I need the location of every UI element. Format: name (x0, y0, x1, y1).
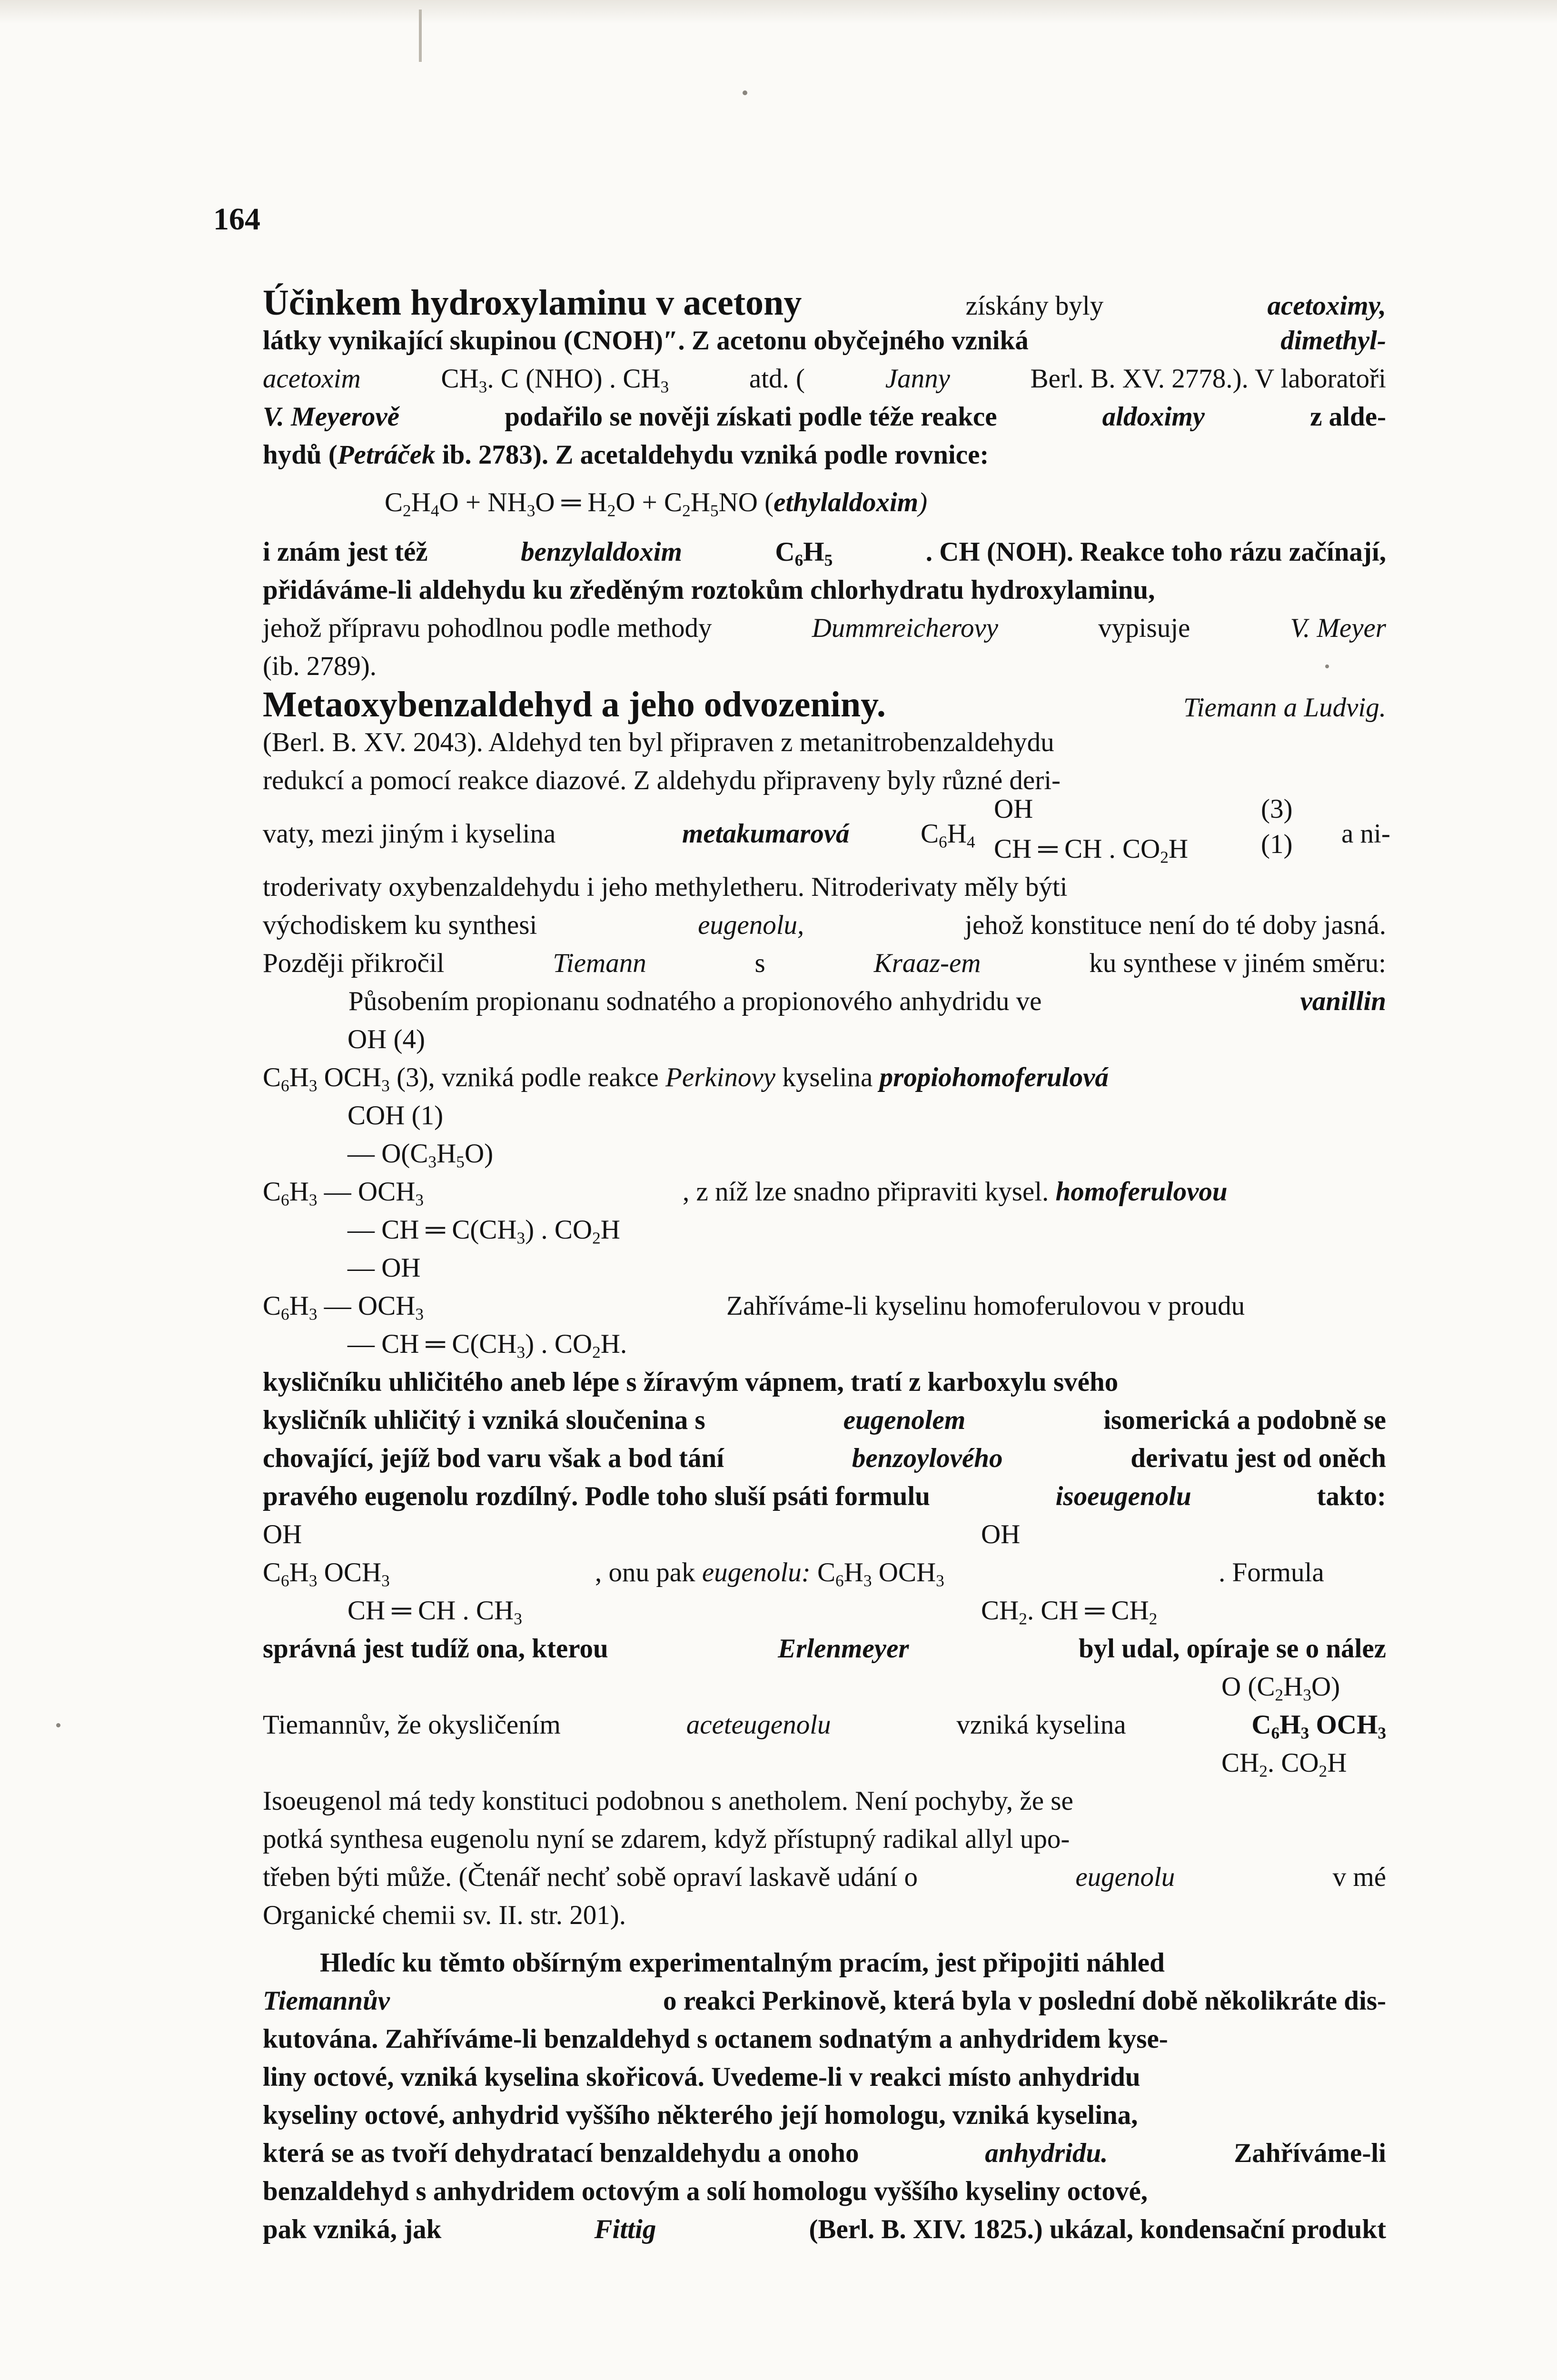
formula-row: CH ═ CH . $CH_3$ (347, 1596, 522, 1628)
formula-row: OH (981, 1519, 1021, 1549)
formula-row: $CH_2$. $CO_2H$ (1221, 1748, 1347, 1781)
formula-row: OH (263, 1519, 302, 1549)
text-line: kutována. Zahříváme-li benzaldehyd s octanem sodnatým a anhydridem kyse- (263, 2024, 1168, 2054)
scan-speck (56, 1723, 60, 1727)
text-line: kysličníku uhličitého aneb lépe s žíravým vápnem, tratí z karboxylu svého (263, 1367, 1119, 1397)
formula-row: OH (4) (347, 1024, 426, 1054)
text-line: potká synthesa eugenolu nyní se zdarem, když přístupný radikal allyl upo- (263, 1824, 1070, 1854)
formula-fragment: (3) (1261, 794, 1293, 824)
text-line: pak vzniká, jak Fittig (Berl. B. XIV. 1825.) ukázal, kondensační produkt (263, 2214, 1386, 2244)
formula-row: $CH_2$. CH ═ $CH_2$ (981, 1596, 1158, 1628)
text-line: Hledíc ku těmto obšírným experimentalným pracím, jest připojiti náhled (320, 1948, 1165, 1978)
text-line: Působením propionanu sodnatého a propionového anhydridu ve vanillin (348, 986, 1386, 1016)
text-line: liny octové, vzniká kyselina skořicová. Uvedeme-li v reakci místo anhydridu (263, 2062, 1140, 2092)
text-line: správná jest tudíž ona, kterou Erlenmeyer byl udal, opíraje se o nález (263, 1634, 1386, 1664)
text-line: kyseliny octové, anhydrid vyššího některého její homologu, vzniká kyselina, (263, 2100, 1138, 2130)
equation-line: $C_2H_4O + NH_3O$ ═ $H_2O + C_2H_5NO$ (ethylaldoxim) (385, 487, 928, 520)
text-line: látky vynikající skupinou (CNOH)″. Z acetonu obyčejného vzniká dimethyl- (263, 326, 1386, 356)
formula-fragment: $C_6H_4$ (921, 819, 975, 852)
text-line: Organické chemii sv. II. str. 201). (263, 1900, 626, 1930)
text-line: i znám jest též benzylaldoxim $C_6H_5$ . CH (NOH). Reakce toho rázu začínají, (263, 537, 1386, 570)
formula-fragment: OH (994, 794, 1033, 824)
text-line: chovající, jejíž bod varu však a bod tání benzoylového derivatu jest od oněch (263, 1443, 1386, 1473)
formula-row: $C_6H_3$ $OCH_3$ (3), vzniká podle reakce Perkinovy kyselina propiohomoferulová (263, 1062, 1109, 1095)
text-line: redukcí a pomocí reakce diazové. Z aldehydu připraveny byly různé deri- (263, 765, 1061, 795)
text-line: a ni- (1341, 819, 1390, 849)
formula-row: — OH (347, 1253, 421, 1283)
text-line: pravého eugenolu rozdílný. Podle toho sluší psáti formulu isoeugenolu takto: (263, 1481, 1386, 1511)
formula-row: — CH ═ $C(CH_3)$ . $CO_2H$. (347, 1329, 627, 1362)
formula-row: $C_6H_3$ — $OCH_3$ (263, 1291, 424, 1324)
text-line: Účinkem hydroxylaminu v acetony získány byly acetoximy, (263, 283, 1386, 323)
text-line: Tiemannův o reakci Perkinově, která byla v poslední době několikráte dis- (263, 1986, 1386, 2016)
scan-speck (743, 90, 747, 95)
text-line: vaty, mezi jiným i kyselina (263, 819, 556, 849)
formula-row: Zahříváme-li kyselinu homoferulovou v proudu (726, 1291, 1245, 1321)
formula-row: — $O(C_3H_5O)$ (347, 1139, 494, 1171)
text-line: V. Meyerově podařilo se nověji získati podle téže reakce aldoximy z alde- (263, 402, 1386, 432)
page-number: 164 (213, 202, 260, 237)
text-line: Isoeugenol má tedy konstituci podobnou s anetholem. Není pochyby, že se (263, 1786, 1073, 1816)
formula-row: — CH ═ $C(CH_3)$ . $CO_2H$ (347, 1215, 620, 1248)
formula-row: O $(C_2H_3O)$ (1221, 1672, 1340, 1705)
text-line: (Berl. B. XV. 2043). Aldehyd ten byl připraven z metanitrobenzaldehydu (263, 727, 1054, 757)
text-line: východiskem ku synthesi eugenolu, jehož konstituce není do té doby jasná. (263, 910, 1386, 940)
formula-row: . Formula (1219, 1557, 1324, 1587)
text-line: která se as tvoří dehydratací benzaldehydu a onoho anhydridu. Zahříváme-li (263, 2138, 1386, 2168)
section-heading: Metaoxybenzaldehyd a jeho odvozeniny. (263, 684, 886, 724)
text-line: troderivaty oxybenzaldehydu i jeho methyletheru. Nitroderivaty měly býti (263, 872, 1068, 902)
text-line: Metaoxybenzaldehyd a jeho odvozeniny. Tiemann a Ludvig. (263, 684, 1386, 724)
formula-row: , onu pak eugenolu: $C_6H_3$ $OCH_3$ (595, 1557, 944, 1590)
formula-row: $C_6H_3$ — $OCH_3$ (263, 1177, 424, 1210)
text-line: Později přikročil Tiemann s Kraaz-em ku synthese v jiném směru: (263, 948, 1386, 978)
formula-row: , z níž lze snadno připraviti kysel. homoferulovou (683, 1177, 1228, 1207)
scan-speck (1325, 664, 1329, 668)
text-line: jehož přípravu pohodlnou podle methody Dummreicherovy vypisuje V. Meyer (263, 613, 1386, 643)
formula-fragment: (1) (1261, 829, 1293, 859)
text-line: benzaldehyd s anhydridem octovým a solí homologu vyššího kyseliny octové, (263, 2176, 1148, 2206)
section-heading: Účinkem hydroxylaminu v acetony (263, 283, 802, 323)
formula-row: $C_6H_3$ $OCH_3$ (263, 1557, 390, 1590)
text-line: (ib. 2789). (263, 651, 377, 681)
text-line: acetoxim $CH_3$. C (NHO) . $CH_3$ atd. ( Janny Berl. B. XV. 2778.). V laboratoři (263, 364, 1386, 397)
text-line: Tiemannův, že okysličením aceteugenolu vzniká kyselina $C_6H_3$ $OCH_3$ (263, 1710, 1386, 1743)
formula-row: COH (1) (347, 1101, 444, 1130)
formula-fragment: CH ═ CH . $CO_2H$ (994, 834, 1189, 867)
scan-top-edge (0, 0, 1557, 24)
text-line: třeben býti může. (Čtenář nechť sobě opraví laskavě udání o eugenolu v mé (263, 1862, 1386, 1892)
text-line: přidáváme-li aldehydu ku zředěným roztokům chlorhydratu hydroxylaminu, (263, 575, 1155, 605)
text-line: metakumarová (682, 819, 850, 849)
scan-mark (419, 10, 422, 62)
text-line: hydů (Petráček ib. 2783). Z acetaldehydu vzniká podle rovnice: (263, 440, 989, 470)
text-line: kysličník uhličitý i vzniká sloučenina s eugenolem isomerická a podobně se (263, 1405, 1386, 1435)
